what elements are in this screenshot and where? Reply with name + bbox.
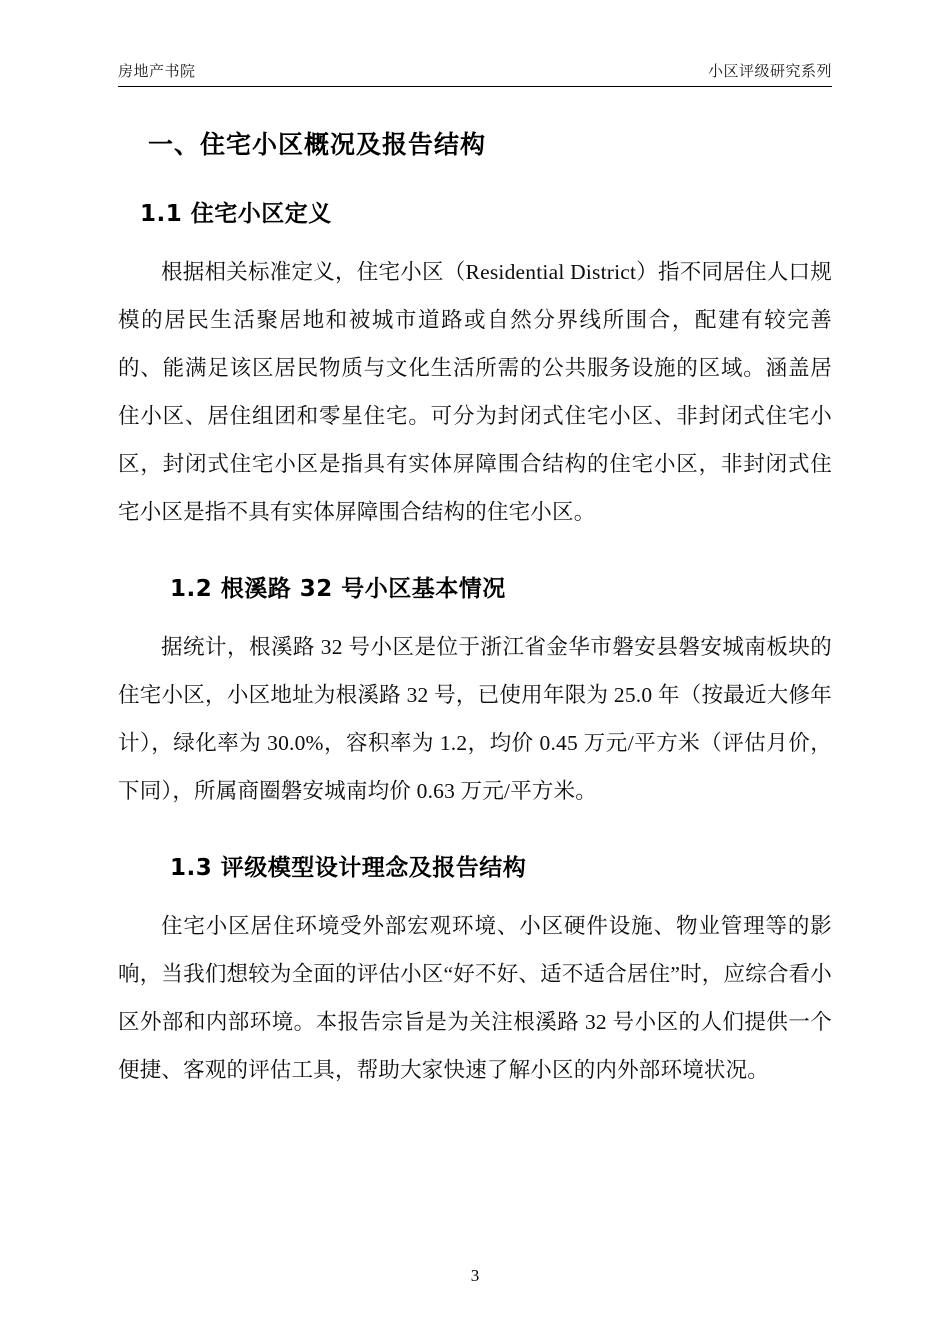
- page-number: 3: [470, 1266, 480, 1285]
- paragraph-1-1: 根据相关标准定义，住宅小区（Residential District）指不同居住人口规模的居民生活聚居地和被城市道路或自然分界线所围合，配建有较完善的、能满足该区居民物质与文化生活所需的公共服务设施的区域。涵盖居住小区、居住组团和零星住宅。可分为封闭式住宅小区、非封闭式住宅小区，封闭式住宅小区是指具有实体屏障围合结构的住宅小区，非封闭式住宅小区是指不具有实体屏障围合结构的住宅小区。: [118, 260, 832, 524]
- header-right-text: 小区评级研究系列: [707, 62, 832, 80]
- paragraph-1-3: 住宅小区居住环境受外部宏观环境、小区硬件设施、物业管理等的影响，当我们想较为全面的评估小区“好不好、适不适合居住”时，应综合看小区外部和内部环境。本报告宗旨是为关注根溪路 32 号小区的人们提供一个便捷、客观的评估工具，帮助大家快速了解小区的内外部环境状况。: [118, 914, 832, 1082]
- subsection-heading-1-3: 1.3 评级模型设计理念及报告结构: [170, 855, 527, 881]
- subsection-heading-1-2: 1.2 根溪路 32 号小区基本情况: [170, 576, 506, 602]
- header-left-text: 房地产书院: [118, 62, 196, 80]
- section-heading: 一、住宅小区概况及报告结构: [148, 130, 487, 159]
- paragraph-1-2: 据统计，根溪路 32 号小区是位于浙江省金华市磐安县磐安城南板块的住宅小区，小区地址为根溪路 32 号，已使用年限为 25.0 年（按最近大修年计），绿化率为 30.0%，容积率为 1.2，均价 0.45 万元/平方米（评估月价，下同），所属商圈磐安城南均价 0.63 万元/平方米。: [118, 635, 832, 803]
- page-content: [118, 60, 832, 1094]
- subsection-heading-1-1: 1.1 住宅小区定义: [140, 201, 332, 227]
- page-header: [118, 60, 832, 87]
